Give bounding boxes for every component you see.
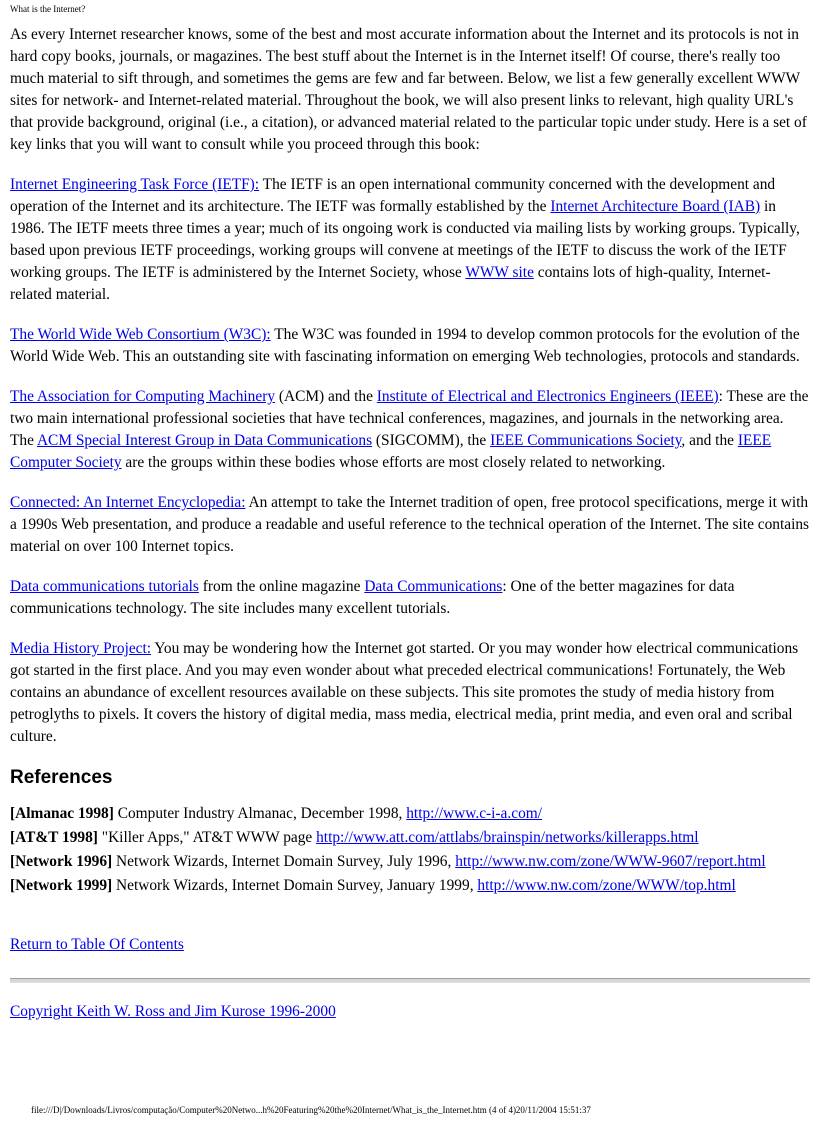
divider xyxy=(10,978,810,983)
return-paragraph xyxy=(10,934,810,956)
page-header: What is the Internet? xyxy=(10,4,86,14)
ietf-link[interactable]: Internet Engineering Task Force (IETF): xyxy=(10,176,260,193)
datacomm-paragraph: Data communications tutorials from the online magazine Data Communications: One of the better magazines for data communications technology. The site includes many excellent tutorials. xyxy=(10,578,735,617)
ieee-computer-society-link[interactable]: IEEE Computer Society xyxy=(10,432,772,471)
references-heading: References xyxy=(10,767,113,788)
reference-url-link[interactable]: http://www.nw.com/zone/WWW-9607/report.html xyxy=(455,853,766,870)
sigcomm-link[interactable]: ACM Special Interest Group in Data Communications xyxy=(36,432,373,449)
reference-item: [Almanac 1998] Computer Industry Almanac, December 1998, http://www.c-i-a.com/ xyxy=(10,805,543,822)
reference-item: [Network 1999] Network Wizards, Internet Domain Survey, January 1999, http://www.nw.com/zone/WWW/top.html xyxy=(10,877,736,894)
w3c-paragraph: The World Wide Web Consortium (W3C): The W3C was founded in 1994 to develop common protocols for the evolution of the World Wide Web. This an outstanding site with fascinating information on emerging Web technologies, protocols and standards. xyxy=(10,326,800,365)
acm-link[interactable]: The Association for Computing Machinery xyxy=(10,388,276,405)
connected-paragraph: Connected: An Internet Encyclopedia: An attempt to take the Internet tradition of open, free protocol specifications, merge it with a 1990s Web presentation, and produce a readable and useful reference to the technical operation of the Internet. The site contains material on over 100 Internet topics. xyxy=(10,494,810,555)
references-list xyxy=(10,802,810,898)
datacomm-magazine-link[interactable]: Data Communications xyxy=(364,578,503,595)
ieee-comsoc-link[interactable]: IEEE Communications Society xyxy=(490,432,682,449)
reference-item: [Network 1996] Network Wizards, Internet Domain Survey, July 1996, http://www.nw.com/zone/WWW-9607/report.html xyxy=(10,853,766,870)
main-content xyxy=(10,24,810,1041)
reference-url-link[interactable]: http://www.att.com/attlabs/brainspin/networks/killerapps.html xyxy=(316,829,699,846)
intro-paragraph: As every Internet researcher knows, some of the best and most accurate information about the Internet and its protocols is not in hard copy books, journals, or magazines. The best stuff about the Internet is in the Internet itself! Of course, there's really too much material to sift through, and sometimes the gems are few and far between. Below, we list a few generally excellent WWW sites for network- and Internet-related material. Throughout the book, we will also present links to relevant, high quality URL's that provide background, original (i.e., a citation), or advanced material related to the particular topic under study. Here is a set of key links that you will want to consult while you proceed through this book: xyxy=(10,26,807,153)
page-footer-path: file:///D|/Downloads/Livros/computação/Computer%20Netwo...h%20Featuring%20the%20Internet/What_is_the_Internet.htm (4 of 4)20/11/2004 15:51:37 xyxy=(31,1105,591,1115)
datacomm-tutorials-link[interactable]: Data communications tutorials xyxy=(10,578,199,595)
acm-paragraph: The Association for Computing Machinery (ACM) and the Institute of Electrical and Electronics Engineers (IEEE): These are the two main international professional societies that have technical conferences, magazines, and journals in the networking area. The ACM Special Interest Group in Data Communications (SIGCOMM), the IEEE Communications Society, and the IEEE Computer Society are the groups within these bodies whose efforts are most closely related to networking. xyxy=(10,388,809,471)
media-history-link[interactable]: Media History Project: xyxy=(10,640,152,657)
reference-url-link[interactable]: http://www.nw.com/zone/WWW/top.html xyxy=(477,877,736,894)
connected-link[interactable]: Connected: An Internet Encyclopedia: xyxy=(10,494,246,511)
ieee-link[interactable]: Institute of Electrical and Electronics Engineers (IEEE) xyxy=(376,388,719,405)
reference-item: [AT&T 1998] "Killer Apps," AT&T WWW page http://www.att.com/attlabs/brainspin/networks/killerapps.html xyxy=(10,829,699,846)
w3c-link[interactable]: The World Wide Web Consortium (W3C): xyxy=(10,326,271,343)
copyright xyxy=(10,1001,810,1023)
return-to-toc-link[interactable]: Return to Table Of Contents xyxy=(10,936,184,953)
copyright-link[interactable]: Copyright Keith W. Ross and Jim Kurose 1996-2000 xyxy=(10,1003,336,1020)
isoc-www-link[interactable]: WWW site xyxy=(465,264,534,281)
iab-link[interactable]: Internet Architecture Board (IAB) xyxy=(550,198,761,215)
ietf-paragraph: Internet Engineering Task Force (IETF): The IETF is an open international community concerned with the development and operation of the Internet and its architecture. The IETF was formally established by the Internet Architecture Board (IAB) in 1986. The IETF meets three times a year; much of its ongoing work is conducted via mailing lists by working groups. Typically, based upon previous IETF proceedings, working groups will convene at meetings of the IETF to discuss the work of the IETF working groups. The IETF is administered by the Internet Society, whose WWW site contains lots of high-quality, Internet-related material. xyxy=(10,176,800,303)
media-history-paragraph: Media History Project: You may be wondering how the Internet got started. Or you may wonder how electrical communications got started in the first place. And you may even wonder about what preceded electrical communications! Fortunately, the Web contains an abundance of excellent resources available on these subjects. This site promotes the study of media history from petroglyths to pixels. It covers the history of digital media, mass media, electrical media, print media, and even oral and scribal culture. xyxy=(10,640,799,745)
reference-url-link[interactable]: http://www.c-i-a.com/ xyxy=(406,805,543,822)
